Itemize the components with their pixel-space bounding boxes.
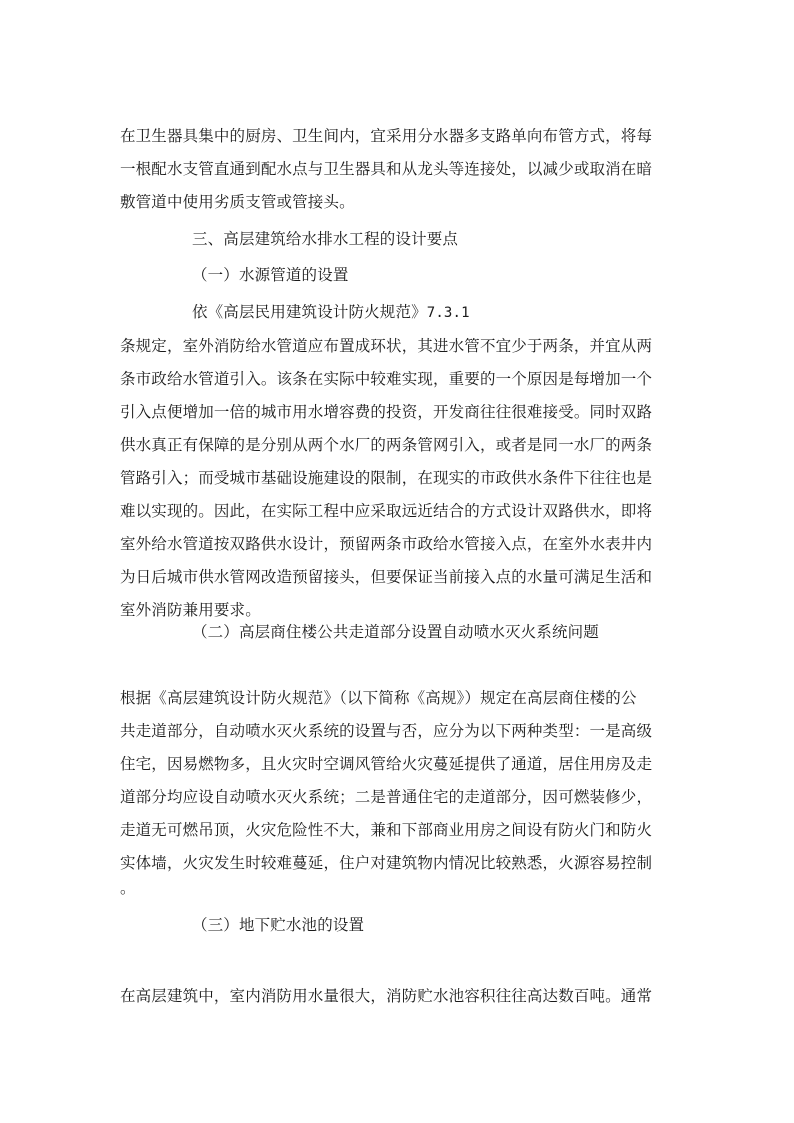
subsection-2-heading: （二）高层商住楼公共走道部分设置自动喷水灭火系统问题 <box>192 623 599 641</box>
subsection-1-line-8: 为日后城市供水管网改造预留接头，但要保证当前接入点的水量可满足生活和 <box>120 568 653 586</box>
subsection-1-heading: （一）水源管道的设置 <box>192 266 349 284</box>
subsection-1-line-7: 室外给水管道按双路供水设计，预留两条市政给水管接入点，在室外水表井内 <box>120 535 653 553</box>
clause-number: 7.3.1 <box>426 305 470 321</box>
subsection-1-line-9: 室外消防兼用要求。 <box>120 601 261 619</box>
paragraph-1-line-3: 敷管道中使用劣质支管或管接头。 <box>120 193 355 211</box>
subsection-1-line-3: 引入点便增加一倍的城市用水增容费的投资，开发商往往很难接受。同时双路 <box>120 403 653 421</box>
section-3-heading: 三、高层建筑给水排水工程的设计要点 <box>192 230 459 248</box>
subsection-1-line-5: 管路引入；而受城市基础设施建设的限制，在现实的市政供水条件下往往也是 <box>120 469 653 487</box>
subsection-1-line-1: 条规定，室外消防给水管道应布置成环状，其进水管不宜少于两条，并宜从两 <box>120 337 653 355</box>
subsection-2-line-6: 实体墙，火灾发生时较难蔓延，住户对建筑物内情况比较熟悉，火源容易控制 <box>120 854 653 872</box>
subsection-1-line-2: 条市政给水管道引入。该条在实际中较难实现，重要的一个原因是每增加一个 <box>120 370 653 388</box>
paragraph-1-line-1: 在卫生器具集中的厨房、卫生间内，宜采用分水器多支路单向布管方式，将每 <box>120 127 653 145</box>
subsection-2-line-2: 共走道部分，自动喷水灭火系统的设置与否，应分为以下两种类型：一是高级 <box>120 722 653 740</box>
subsection-2-line-4: 道部分均应设自动喷水灭火系统；二是普通住宅的走道部分，因可燃装修少， <box>120 788 653 806</box>
subsection-1-intro <box>192 302 470 322</box>
subsection-1-line-6: 难以实现的。因此，在实际工程中应采取远近结合的方式设计双路供水，即将 <box>120 502 653 520</box>
subsection-1-line-4: 供水真正有保障的是分别从两个水厂的两条管网引入，或者是同一水厂的两条 <box>120 436 653 454</box>
subsection-3-heading: （三）地下贮水池的设置 <box>192 916 365 934</box>
subsection-2-line-3: 住宅，因易燃物多，且火灾时空调风管给火灾蔓延提供了通道，居住用房及走 <box>120 755 653 773</box>
paragraph-1-line-2: 一根配水支管直通到配水点与卫生器具和从龙头等连接处，以减少或取消在暗 <box>120 160 653 178</box>
subsection-2-line-7: 。 <box>120 879 136 897</box>
subsection-2-line-5: 走道无可燃吊顶，火灾危险性不大，兼和下部商业用房之间设有防火门和防火 <box>120 821 653 839</box>
subsection-2-line-1: 根据《高层建筑设计防火规范》（以下简称《高规》）规定在高层商住楼的公 <box>120 689 637 707</box>
regulation-title: 依《高层民用建筑设计防火规范》 <box>192 303 427 321</box>
subsection-3-line-1: 在高层建筑中，室内消防用水量很大，消防贮水池容积往往高达数百吨。通常 <box>120 987 653 1005</box>
